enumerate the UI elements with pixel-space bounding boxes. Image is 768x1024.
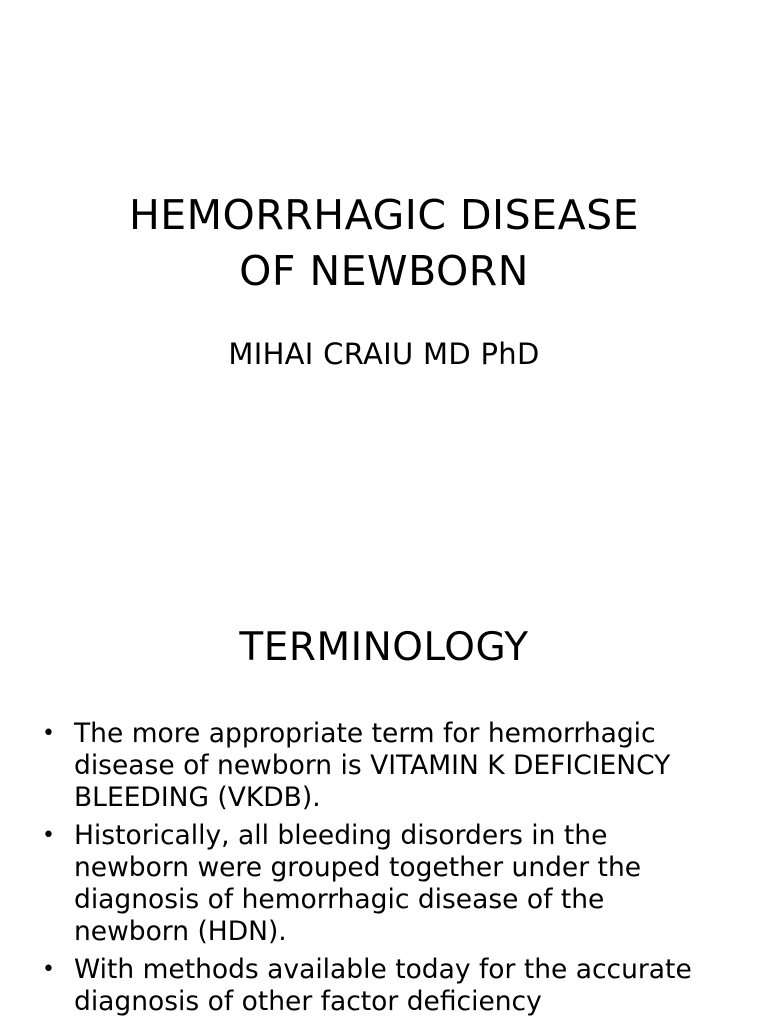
bullet-icon: • xyxy=(42,957,55,982)
bullet-text: With methods available today for the accurate diagnosis of other factor deficiency xyxy=(74,954,692,1017)
bullet-text: Historically, all bleeding disorders in the newborn were grouped together under the diagnosis of hemorrhagic disease of the newborn (HDN). xyxy=(74,820,642,947)
slide-title-line-1: HEMORRHAGIC DISEASE xyxy=(128,191,640,239)
bullet-icon: • xyxy=(42,721,55,746)
slide-title xyxy=(0,187,768,299)
bullet-icon: • xyxy=(42,823,55,848)
slide-heading: TERMINOLOGY xyxy=(239,625,529,670)
bullet-list xyxy=(36,718,726,1024)
bullet-item xyxy=(36,820,726,948)
terminology-slide xyxy=(0,576,768,1024)
bullet-item xyxy=(36,954,726,1018)
author-name: MIHAI CRAIU MD PhD xyxy=(228,337,540,371)
slide-title-line-2: OF NEWBORN xyxy=(239,247,529,295)
bullet-item xyxy=(36,718,726,814)
bullet-text: The more appropriate term for hemorrhagic disease of newborn is VITAMIN K DEFICIENCY BLEEDING (VKDB). xyxy=(74,718,671,813)
